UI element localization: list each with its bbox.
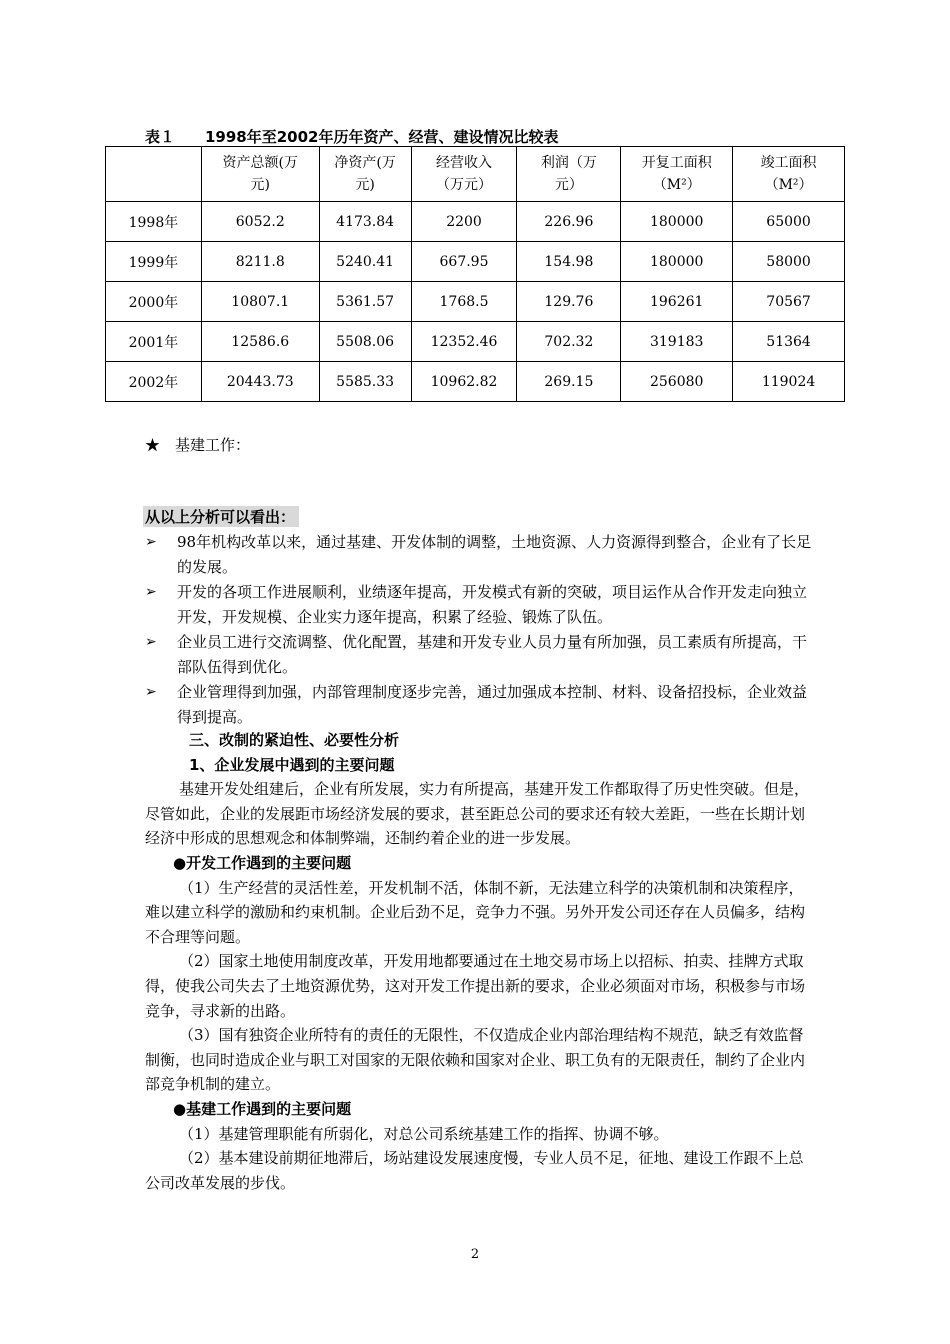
dev-paragraph-1: （1）生产经营的灵活性差，开发机制不活，体制不新，无法建立科学的决策机制和决策程序，难以建立科学的激励和约束机制。企业后劲不足，竞争力不强。另外开发公司还存在人员偏多，结构不合理等问题。	[145, 878, 806, 946]
list-item-text: 企业员工进行交流调整、优化配置，基建和开发专业人员力量有所加强，员工素质有所提高，干部队伍得到优化。	[177, 633, 808, 676]
table-cell: 702.32	[517, 322, 621, 362]
header-cell-total-assets: 资产总额(万 元)	[201, 147, 319, 202]
table-cell: 12352.46	[411, 322, 517, 362]
arrow-bullet-icon: ➢	[145, 634, 157, 650]
table-cell: 2002年	[106, 362, 202, 402]
table-cell: 256080	[621, 362, 733, 402]
header-cell-completed-area: 竣工面积 （M²）	[733, 147, 845, 202]
build-paragraph-1: （1）基建管理职能有所弱化，对总公司系统基建工作的指挥、协调不够。	[179, 1124, 669, 1143]
table-cell: 1998年	[106, 202, 202, 242]
list-item-text: 开发的各项工作进展顺利，业绩逐年提高，开发模式有新的突破，项目运作从合作开发走向独立开发，开发规模、企业实力逐年提高，积累了经验、锻炼了队伍。	[177, 583, 808, 626]
table-cell: 1768.5	[411, 282, 517, 322]
table-cell: 226.96	[517, 202, 621, 242]
list-item	[145, 580, 815, 630]
arrow-bullet-icon: ➢	[145, 684, 157, 700]
header-cell-revenue: 经营收入 （万元）	[411, 147, 517, 202]
table-cell: 2000年	[106, 282, 202, 322]
list-item	[145, 680, 815, 730]
table-header-row	[106, 147, 845, 202]
build-paragraph-2: （2）基本建设前期征地滞后，场站建设发展速度慢，专业人员不足，征地、建设工作跟不上总公司改革发展的步伐。	[145, 1149, 804, 1192]
subsection-title: 1、企业发展中遇到的主要问题	[189, 755, 395, 774]
list-item	[145, 630, 815, 680]
table-cell: 4173.84	[319, 202, 411, 242]
table-cell: 119024	[733, 362, 845, 402]
table-cell: 129.76	[517, 282, 621, 322]
dev-paragraph-3: （3）国有独资企业所特有的责任的无限性，不仅造成企业内部治理结构不规范，缺乏有效监督制衡，也同时造成企业与职工对国家的无限依赖和国家对企业、职工负有的无限责任，制约了企业内部竞争机制的建立。	[145, 1026, 806, 1094]
list-item-text: 企业管理得到加强，内部管理制度逐步完善，通过加强成本控制、材料、设备招投标，企业效益得到提高。	[177, 683, 808, 726]
arrow-bullet-icon: ➢	[145, 534, 157, 550]
table-cell: 180000	[621, 242, 733, 282]
arrow-bullet-icon: ➢	[145, 584, 157, 600]
table-row	[106, 242, 845, 282]
table-cell: 5240.41	[319, 242, 411, 282]
table-cell: 70567	[733, 282, 845, 322]
header-cell-profit: 利润（万 元）	[517, 147, 621, 202]
table-row	[106, 362, 845, 402]
table-cell: 269.15	[517, 362, 621, 402]
table-cell: 1999年	[106, 242, 202, 282]
table-cell: 20443.73	[201, 362, 319, 402]
table-cell: 154.98	[517, 242, 621, 282]
dev-problems-heading: ●开发工作遇到的主要问题	[173, 853, 352, 872]
table-cell: 12586.6	[201, 322, 319, 362]
intro-paragraph: 基建开发处组建后，企业有所发展，实力有所提高，基建开发工作都取得了历史性突破。但是，尽管如此，企业的发展距市场经济发展的要求，甚至距总公司的要求还有较大差距，一些在长期计划经济中形成的思想观念和体制弊端，还制约着企业的进一步发展。	[145, 780, 810, 848]
conclusion-list	[145, 530, 815, 730]
table-caption: 表１ 1998年至2002年历年资产、经营、建设情况比较表	[145, 128, 559, 146]
main-body	[145, 728, 813, 1195]
header-cell-construction-area: 开复工面积 （M²）	[621, 147, 733, 202]
table-cell: 319183	[621, 322, 733, 362]
table-cell: 58000	[733, 242, 845, 282]
table-cell: 8211.8	[201, 242, 319, 282]
analysis-heading: 从以上分析可以看出：	[143, 506, 299, 527]
table-cell: 10962.82	[411, 362, 517, 402]
table-cell: 667.95	[411, 242, 517, 282]
list-item-text: 98年机构改革以来，通过基建、开发体制的调整，土地资源、人力资源得到整合，企业有了长足的发展。	[177, 533, 812, 576]
build-problems-heading: ●基建工作遇到的主要问题	[173, 1099, 352, 1118]
header-cell-empty	[106, 147, 202, 202]
table-row	[106, 322, 845, 362]
table-cell: 2200	[411, 202, 517, 242]
table-cell: 65000	[733, 202, 845, 242]
table-cell: 6052.2	[201, 202, 319, 242]
table-cell: 5585.33	[319, 362, 411, 402]
table-cell: 2001年	[106, 322, 202, 362]
table-row	[106, 282, 845, 322]
comparison-table	[105, 146, 845, 402]
page-number: 2	[470, 1247, 480, 1262]
section-title: 三、改制的紧迫性、必要性分析	[189, 731, 400, 749]
table-cell: 196261	[621, 282, 733, 322]
table-row	[106, 202, 845, 242]
list-item	[145, 530, 815, 580]
dev-paragraph-2: （2）国家土地使用制度改革，开发用地都要通过在土地交易市场上以招标、拍卖、挂牌方式取得，使我公司失去了土地资源优势，这对开发工作提出新的要求，企业必须面对市场，积极参与市场竞争，寻求新的出路。	[145, 952, 806, 1020]
table-cell: 5361.57	[319, 282, 411, 322]
table-cell: 5508.06	[319, 322, 411, 362]
header-cell-net-assets: 净资产(万 元)	[319, 147, 411, 202]
star-item-infrastructure: ★ 基建工作：	[145, 436, 251, 454]
table-cell: 180000	[621, 202, 733, 242]
table-cell: 10807.1	[201, 282, 319, 322]
table-cell: 51364	[733, 322, 845, 362]
